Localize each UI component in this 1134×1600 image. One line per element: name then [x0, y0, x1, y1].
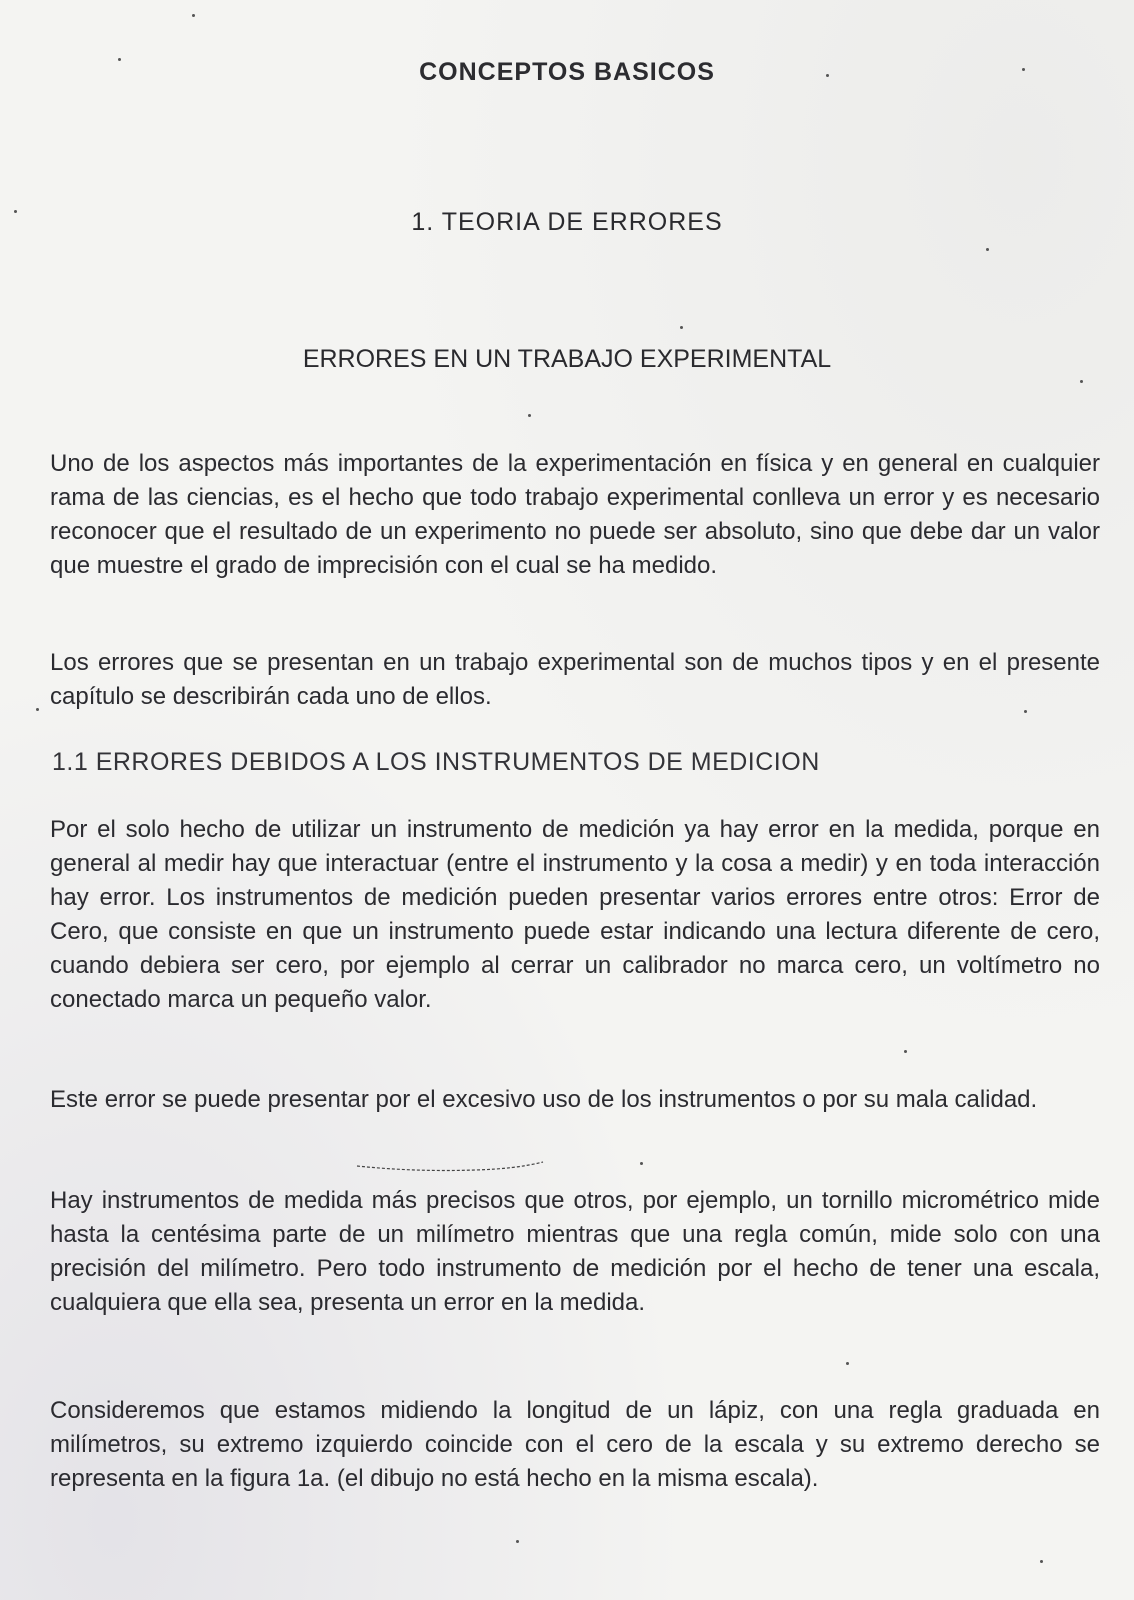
scan-speck	[1080, 380, 1083, 383]
paragraph-intro: Uno de los aspectos más importantes de la experimentación en física y en general en cualquier rama de las ciencias, es el hecho que todo trabajo experimental conlleva un error y es necesario reconocer que el resultado de un experimento no puede ser absoluto, sino que debe dar un valor que muestre el grado de imprecisión con el cual se ha medido.	[50, 450, 1100, 579]
scan-speck	[904, 1050, 907, 1053]
paragraph-pencil-example: Consideremos que estamos midiendo la longitud de un lápiz, con una regla graduada en milímetros, su extremo izquierdo coincide con el cero de la escala y su extremo derecho se representa en la figura 1a. (el dibujo no está hecho en la misma escala).	[50, 1397, 1100, 1492]
page-title: CONCEPTOS BASICOS	[419, 58, 715, 86]
scan-speck	[986, 248, 989, 251]
scan-speck	[528, 414, 531, 417]
paragraph-instrument-error: Por el solo hecho de utilizar un instrumento de medición ya hay error en la medida, porque en general al medir hay que interactuar (entre el instrumento y la cosa a medir) y en toda interacción hay error. Los instrumentos de medición pueden presentar varios errores entre otros: Error de Cero, que consiste en que un instrumento puede estar indicando una lectura diferente de cero, cuando debiera ser cero, por ejemplo al cerrar un calibrador no marca cero, un voltímetro no conectado marca un pequeño valor.	[50, 816, 1100, 1013]
scan-speck	[1024, 710, 1027, 713]
scan-speck	[192, 14, 195, 17]
paragraph-precision: Hay instrumentos de medida más precisos que otros, por ejemplo, un tornillo micrométrico mide hasta la centésima parte de un milímetro mientras que una regla común, mide solo con una precisión del milímetro. Pero todo instrumento de medición por el hecho de tener una escala, cualquiera que ella sea, presenta un error en la medida.	[50, 1187, 1100, 1316]
subsection-title: ERRORES EN UN TRABAJO EXPERIMENTAL	[302, 345, 832, 373]
paragraph-excessive-use: Este error se puede presentar por el excesivo uso de los instrumentos o por su mala calidad.	[50, 1086, 1038, 1113]
scan-speck	[1040, 1560, 1043, 1563]
section-title: 1. TEORIA DE ERRORES	[411, 208, 723, 236]
paragraph-error-types: Los errores que se presentan en un trabajo experimental son de muchos tipos y en el presente capítulo se describirán cada uno de ellos.	[50, 649, 1100, 710]
scan-speck	[14, 210, 17, 213]
scan-speck	[680, 326, 683, 329]
scan-speck	[846, 1362, 849, 1365]
heading-instrument-errors: 1.1 ERRORES DEBIDOS A LOS INSTRUMENTOS DE MEDICION	[52, 748, 820, 776]
scan-speck	[36, 708, 39, 711]
scan-speck	[640, 1162, 643, 1165]
scan-speck	[516, 1540, 519, 1543]
scan-speck	[118, 58, 121, 61]
scan-speck	[1022, 68, 1025, 71]
scan-speck	[826, 74, 829, 77]
stray-pen-mark	[355, 1160, 545, 1174]
